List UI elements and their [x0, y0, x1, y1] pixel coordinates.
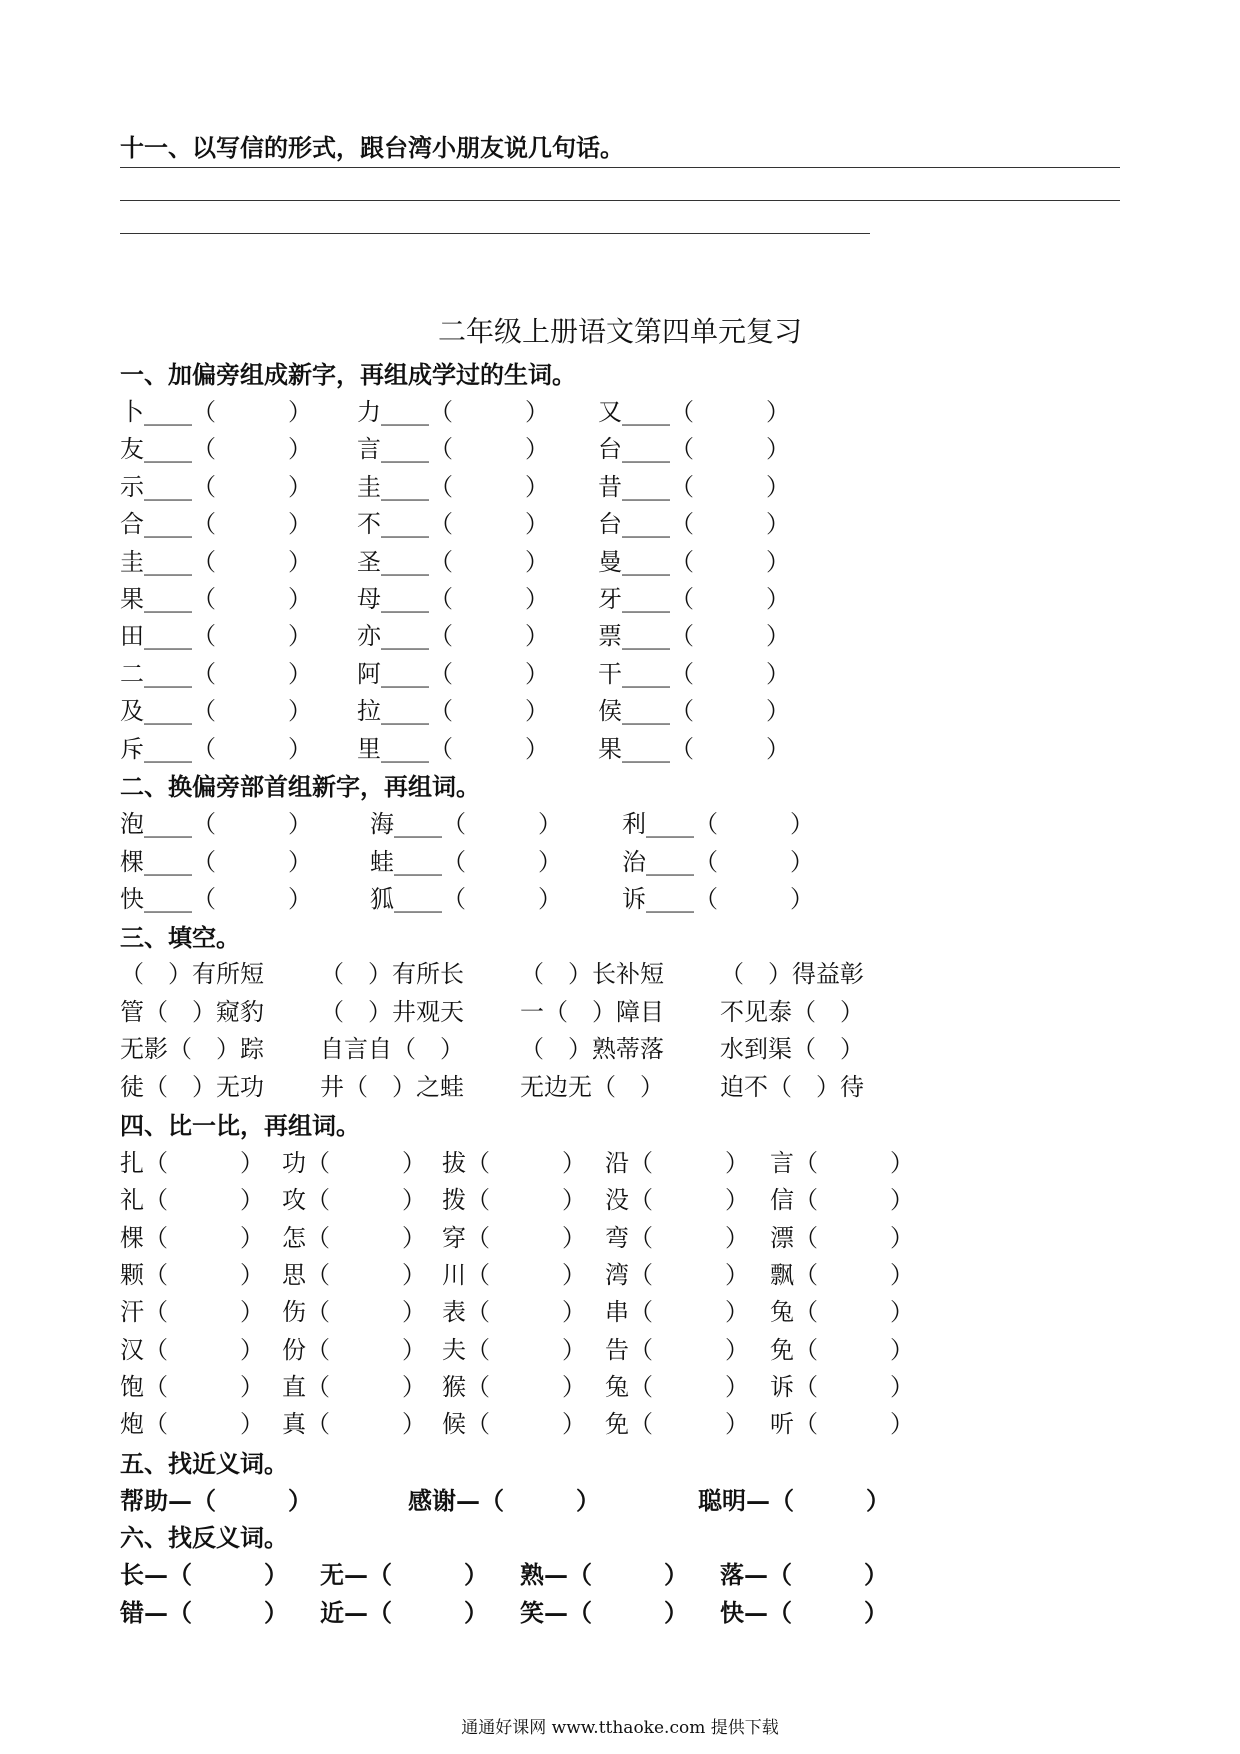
- footer-credit: 通通好课网 www.tthaoke.com 提供下载: [461, 1718, 779, 1738]
- exercise-item: 水到渠（ ）: [720, 1035, 864, 1063]
- exercise-item: （ ）井观天: [320, 997, 464, 1026]
- s3-heading: 三、填空。: [120, 923, 240, 952]
- exercise-item: 亦____（ ）: [357, 622, 549, 651]
- s4-heading: 四、比一比，再组词。: [120, 1111, 360, 1140]
- exercise-item: （ ）有所短: [120, 960, 264, 988]
- exercise-item: 近—（ ）: [320, 1597, 488, 1627]
- s5-item: 聪明—（ ）: [698, 1486, 890, 1515]
- exercise-item: 无边无（ ）: [520, 1072, 664, 1101]
- exercise-item: 圭____（ ）: [120, 547, 312, 576]
- exercise-item: 言（ ）: [770, 1149, 914, 1177]
- exercise-item: 错—（ ）: [120, 1597, 288, 1627]
- exercise-item: 果____（ ）: [120, 585, 312, 613]
- exercise-item: 拨（ ）: [442, 1186, 586, 1215]
- exercise-item: 免（ ）: [605, 1410, 749, 1439]
- exercise-item: 伤（ ）: [282, 1298, 426, 1327]
- writing-line-1[interactable]: [120, 167, 1120, 168]
- exercise-item: 不____（ ）: [357, 510, 549, 539]
- exercise-item: 治____（ ）: [622, 847, 814, 876]
- exercise-item: 饱（ ）: [120, 1372, 264, 1401]
- exercise-item: 礼（ ）: [120, 1186, 264, 1215]
- s5-heading: 五、找近义词。: [120, 1449, 288, 1478]
- exercise-item: 漂（ ）: [770, 1223, 914, 1252]
- exercise-item: 拔（ ）: [442, 1149, 586, 1177]
- exercise-item: 利____（ ）: [622, 810, 814, 838]
- exercise-item: 听（ ）: [770, 1410, 914, 1439]
- exercise-item: 份（ ）: [282, 1335, 426, 1364]
- exercise-item: 思（ ）: [282, 1260, 426, 1289]
- s2-heading: 二、换偏旁部首组新字，再组词。: [120, 772, 480, 801]
- exercise-item: 台____（ ）: [598, 435, 790, 464]
- page-title: 二年级上册语文第四单元复习: [437, 315, 802, 348]
- exercise-item: 告（ ）: [605, 1335, 749, 1364]
- exercise-item: 管（ ）窥豹: [120, 997, 264, 1026]
- exercise-item: 猴（ ）: [442, 1372, 586, 1401]
- exercise-item: 扎（ ）: [120, 1149, 264, 1177]
- exercise-item: 信（ ）: [770, 1186, 914, 1215]
- exercise-item: 及____（ ）: [120, 697, 312, 726]
- s1-heading: 一、加偏旁组成新字，再组成学过的生词。: [120, 360, 576, 389]
- exercise-item: 井（ ）之蛙: [320, 1072, 464, 1101]
- exercise-item: 无—（ ）: [320, 1560, 488, 1589]
- exercise-item: 狐____（ ）: [370, 885, 562, 913]
- exercise-item: （ ）熟蒂落: [520, 1035, 664, 1063]
- exercise-item: 友____（ ）: [120, 435, 312, 464]
- exercise-item: （ ）得益彰: [720, 960, 864, 988]
- exercise-item: 夫（ ）: [442, 1335, 586, 1364]
- exercise-item: 穿（ ）: [442, 1223, 586, 1252]
- exercise-item: 棵____（ ）: [120, 847, 312, 876]
- exercise-item: 诉____（ ）: [622, 885, 814, 913]
- exercise-item: 候（ ）: [442, 1410, 586, 1439]
- exercise-item: 诉（ ）: [770, 1372, 914, 1401]
- exercise-item: 自言自（ ）: [320, 1035, 464, 1063]
- exercise-item: 汗（ ）: [120, 1298, 264, 1327]
- exercise-item: 示____（ ）: [120, 472, 312, 501]
- exercise-item: 迫不（ ）待: [720, 1072, 864, 1101]
- exercise-item: 干____（ ）: [598, 659, 790, 688]
- exercise-item: 沿（ ）: [605, 1149, 749, 1177]
- exercise-item: 笑—（ ）: [520, 1597, 688, 1627]
- exercise-item: 票____（ ）: [598, 622, 790, 651]
- exercise-item: 表（ ）: [442, 1298, 586, 1327]
- exercise-item: 落—（ ）: [720, 1560, 888, 1589]
- writing-line-2[interactable]: [120, 200, 1120, 201]
- exercise-item: 汉（ ）: [120, 1335, 264, 1364]
- exercise-item: 无影（ ）踪: [120, 1035, 264, 1063]
- exercise-item: 直（ ）: [282, 1372, 426, 1401]
- exercise-item: 拉____（ ）: [357, 697, 549, 726]
- exercise-item: 海____（ ）: [370, 810, 562, 838]
- exercise-item: 快—（ ）: [720, 1597, 888, 1627]
- exercise-item: 攻（ ）: [282, 1186, 426, 1215]
- exercise-item: 牙____（ ）: [598, 585, 790, 613]
- exercise-item: 合____（ ）: [120, 510, 312, 539]
- exercise-item: 川（ ）: [442, 1260, 586, 1289]
- exercise-item: 快____（ ）: [120, 885, 312, 913]
- exercise-item: 长—（ ）: [120, 1560, 288, 1589]
- exercise-item: 徒（ ）无功: [120, 1072, 264, 1101]
- exercise-item: 串（ ）: [605, 1298, 749, 1327]
- exercise-item: 斥____（ ）: [120, 734, 312, 763]
- exercise-item: 昔____（ ）: [598, 472, 790, 501]
- exercise-item: 又____（ ）: [598, 398, 790, 426]
- q11-heading: 十一、以写信的形式，跟台湾小朋友说几句话。: [120, 133, 624, 162]
- exercise-item: 台____（ ）: [598, 510, 790, 539]
- exercise-item: 圭____（ ）: [357, 472, 549, 501]
- exercise-item: 不见泰（ ）: [720, 997, 864, 1026]
- exercise-item: 颗（ ）: [120, 1260, 264, 1289]
- exercise-item: 免（ ）: [770, 1335, 914, 1364]
- exercise-item: 湾（ ）: [605, 1260, 749, 1289]
- s5-item: 帮助—（ ）: [120, 1486, 312, 1515]
- exercise-item: 炮（ ）: [120, 1410, 264, 1439]
- exercise-item: 熟—（ ）: [520, 1560, 688, 1589]
- exercise-item: 棵（ ）: [120, 1223, 264, 1252]
- exercise-item: 圣____（ ）: [357, 547, 549, 576]
- exercise-item: 真（ ）: [282, 1410, 426, 1439]
- s6-heading: 六、找反义词。: [120, 1523, 288, 1552]
- exercise-item: 弯（ ）: [605, 1223, 749, 1252]
- exercise-item: 没（ ）: [605, 1186, 749, 1215]
- exercise-item: 果____（ ）: [598, 734, 790, 763]
- exercise-item: 言____（ ）: [357, 435, 549, 464]
- exercise-item: 飘（ ）: [770, 1260, 914, 1289]
- exercise-item: 一（ ）障目: [520, 997, 664, 1026]
- exercise-item: 力____（ ）: [357, 398, 549, 426]
- exercise-item: 曼____（ ）: [598, 547, 790, 576]
- exercise-item: （ ）长补短: [520, 960, 664, 988]
- exercise-item: 阿____（ ）: [357, 659, 549, 688]
- exercise-item: 怎（ ）: [282, 1223, 426, 1252]
- exercise-item: 兔（ ）: [605, 1372, 749, 1401]
- exercise-item: 侯____（ ）: [598, 697, 790, 726]
- exercise-item: 田____（ ）: [120, 622, 312, 651]
- exercise-item: 里____（ ）: [357, 734, 549, 763]
- exercise-item: 二____（ ）: [120, 659, 312, 688]
- exercise-item: （ ）有所长: [320, 960, 464, 988]
- s5-item: 感谢—（ ）: [408, 1486, 600, 1515]
- exercise-item: 泡____（ ）: [120, 810, 312, 838]
- exercise-item: 母____（ ）: [357, 585, 549, 613]
- writing-line-3[interactable]: [120, 233, 870, 234]
- exercise-item: 兔（ ）: [770, 1298, 914, 1327]
- exercise-item: 卜____（ ）: [120, 398, 312, 426]
- exercise-item: 蛙____（ ）: [370, 847, 562, 876]
- exercise-item: 功（ ）: [282, 1149, 426, 1177]
